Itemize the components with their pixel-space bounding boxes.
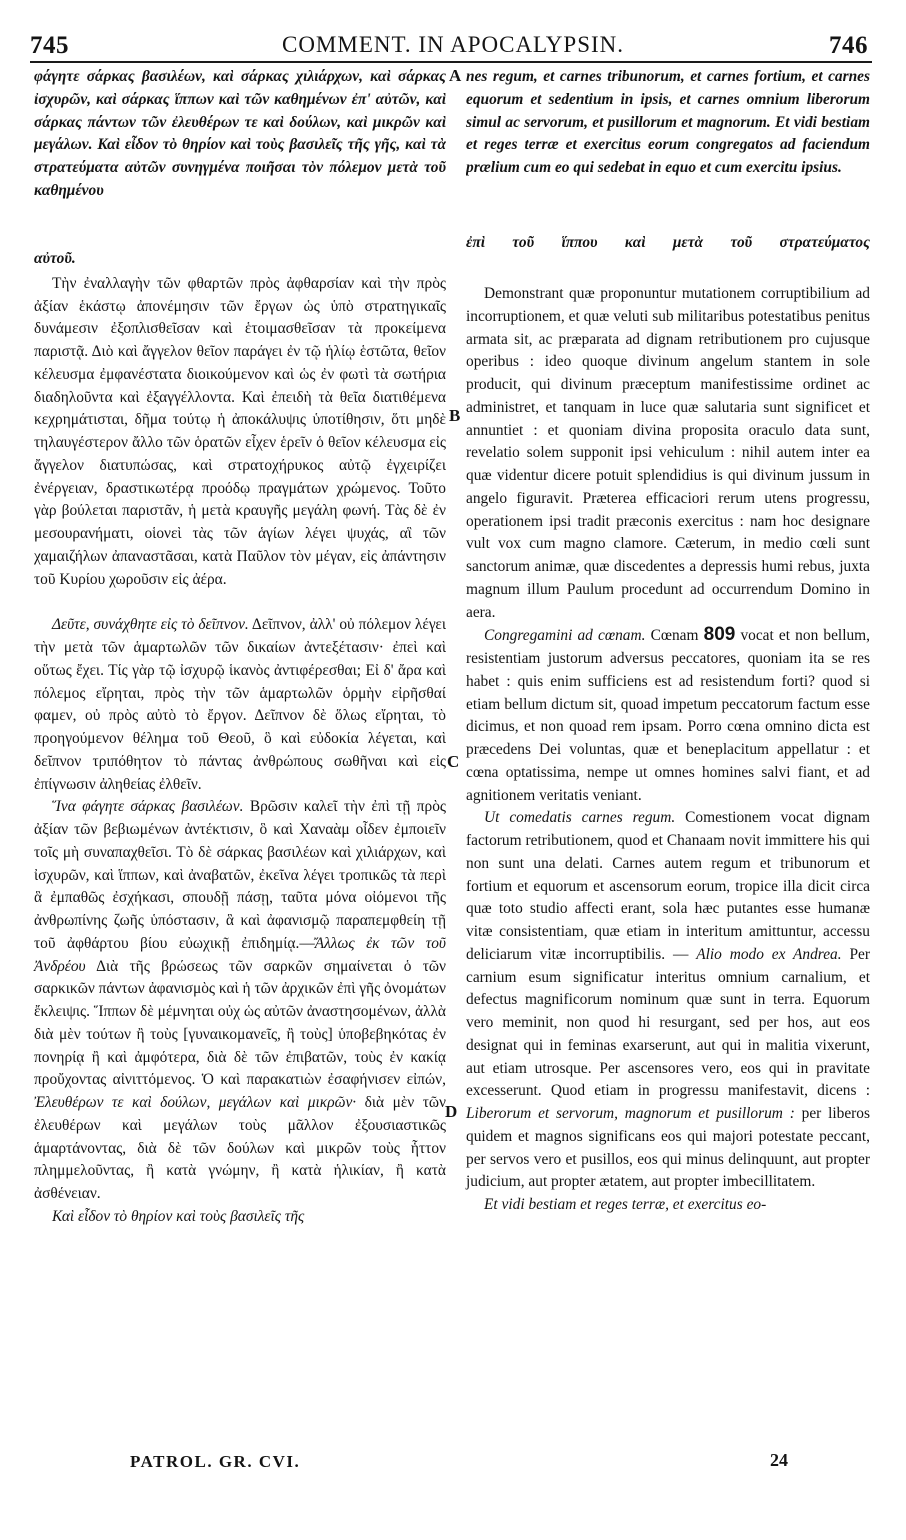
- header-rule: [30, 61, 872, 63]
- running-title: COMMENT. IN APOCALYPSIN.: [281, 32, 625, 57]
- latin-lemma-comedatis: Ut comedatis carnes regum.: [484, 809, 676, 827]
- latin-text-coenam-b: vocat et non bellum, resistentiam justorum adversus peccatores, quoniam ita se res habet : quis enim sufficiens est ad resistendum forti? quod si etiam bellum dictum sit, quoad impetum peccatorum factum esse dicimus, et non quoad rem ipsam. Porro cœna omnino dicta est præcedens Dei voluntas, quæ et beneplacitum appellatur : et cœna optatissima, nempe ut omnes homines salvi fiant, et ad agnitionem veritatis veniant.: [466, 627, 870, 804]
- margin-letter-a: A: [449, 66, 462, 85]
- greek-text-phagete-a: Βρῶσιν καλεῖ τὴν ἐπὶ τῇ πρὸς ἀξίαν τῶν βεβιωμένων ἀντέκτισιν, ὃ καὶ Χαναὰμ οἶδεν ἐμποιεῖν τοῖς μὴ συναπαχθεῖσι. Τὸ δὲ σάρκας βασιλέων καὶ χιλιάρχων, καὶ ἰσχυρῶν, καὶ ἵππων, καὶ ἀναβατῶν, ἐκεῖνα λέγει τροπικῶς τὰ περὶ ἃ ἐμπαθῶς ἐσχήκασι, σπουδῇ πάσῃ, ταῦτα μόνα οἰόμενοι τῆς ἀνθρωπίνης ζωῆς ὑπόστασιν, ἃ καὶ ἀφανισμῷ παραπεμφθείη τῇ τοῦ ἀφθάρτου βίου εὐωχικῇ ἐπιδημίᾳ.—: [34, 798, 446, 952]
- latin-source-andrea: Alio modo ex Andrea.: [696, 945, 842, 963]
- greek-next-lemma: Καὶ εἶδον τὸ θηρίον καὶ τοὺς βασιλεῖς τῆς: [52, 1207, 305, 1225]
- greek-text-phagete-c: διὰ μὲν τῶν ἐλευθέρων καὶ μεγάλων τοὺς μᾶλλον ἐξουσιαστικῶς ἁμαρτάνοντας, διὰ δὲ τῶν δούλων καὶ μικρῶν τοὺς ἧττον πλημμελοῦντας, ἢ κατὰ γνώμην, ἢ κατὰ ἡλικίαν, ἢ κατὰ ἀσθένειαν.: [34, 1094, 447, 1202]
- latin-column: [466, 66, 870, 1217]
- page-header: [0, 28, 906, 60]
- greek-commentary-1: Τὴν ἐναλλαγὴν τῶν φθαρτῶν πρὸς ἀφθαρσίαν καὶ τὴν πρὸς ἀξίαν ἑκάστῳ ἀπονέμησιν τῶν ἔργων ὡς ὑπὸ στρατηγικαῖς δυνάμεσιν ἐξοπλισθεῖσαν καὶ ἑτοιμασθεῖσαν τὰ προκείμενα παριστᾷ. Διὸ καὶ ἄγγελον θεῖον παράγει ἐν τῷ ἡλίῳ ἑστῶτα, θεῖον κέλευσμα ἐμφανέστατα διοικούμενον καὶ ὡς ἐν φωτὶ τὰ σωτήρια διαδηλοῦντα καὶ ἐξαγγέλλοντα. Καὶ ἐπειδὴ τὰ θεῖα διατιθέμενα κεχρημάτισται, δῆμα τούτῳ ἡ ἀποκάλυψις ὑποτίθησιν, ὅτι μηδὲ τηλαυγέστερον ἄλλο τῶν ὁρατῶν εἶχεν ἑρεῖν ὁ θεῖον κέλευσμα εἰς ἄγγελον διατυπώσας, καὶ στρατοχήρυκος αὐτῷ ἐγχειρίζει ἐνέργειαν, δραστικωτέρᾳ προόδῳ πραγμάτων χρώμενος. Τοῦτο γὰρ βούλεται παριστᾶν, ἡ μετὰ κραυγῆς μεγάλη φωνή. Τὰς δὲ ἐν μεσουρανήματι, οἱονεὶ τὰς τῶν ἁγίων λέγει ψυχάς, αἳ τῶν χαμαιζήλων ἀπαναστᾶσαι, κατὰ Παῦλον τὸν μέγαν, εἰς ἀπάντησιν τοῦ Κυρίου χωροῦσιν εἰς ἀέρα.: [34, 274, 446, 588]
- margin-letter-d: D: [445, 1102, 458, 1121]
- spacer: [466, 225, 870, 283]
- margin-letter-b: B: [449, 406, 461, 425]
- latin-lemma-congregamini: Congregamini ad cœnam.: [484, 627, 646, 645]
- latin-text-comedatis-b: Per carnium esum significatur interitus omnium carnalium, et defectus magnificorum nominum quæ sunt in terra. Equorum vero meminit, non quod hi resurgant, sed per hos, aut eos designat qui in feminas exarserunt, aut qui in malitia vixerunt, aut etiam utrosque. Per ascensores vero, eos qui in pravitate excesserunt. Quod etiam in progressu manifestavit, dicens :: [466, 945, 870, 1100]
- latin-quote-liberorum: Liberorum et servorum, magnorum et pusillorum :: [466, 1105, 795, 1122]
- latin-verse-lemma: nes regum, et carnes tribunorum, et carnes fortium, et carnes equorum et sedentium in ipsis, et carnes omnium liberorum simul ac servorum, et pusillorum et magnorum. Et vidi bestiam et reges terræ et exercitus eorum congregatos ad faciendum prælium cum eo qui sedebat in equo et cum exercitu ipsius.: [466, 68, 870, 176]
- greek-commentary-2: [34, 614, 446, 796]
- greek-lemma-phagete: Ἵνα φάγητε σάρκας βασιλέων.: [52, 798, 244, 816]
- greek-verse-lemma-end: αὐτοῦ.: [34, 250, 76, 267]
- latin-commentary-1: Demonstrant quæ proponuntur mutationem corruptibilium ad incorruptionem, et quæ veluti sub militaribus potestatibus penitus armata sit, ac præparata ad dignam retributionem pro cujusque operibus : ideo quoque divinum angelum stantem in sole producit, qui divinum præceptum manifestissime ordinet ac administret, et tanquam in luce quæ salutaria sunt significet et annuntiet : et quoniam divina proposita oraculo data sunt, revelatio solem supponit ipsi vehiculum : nihil autem inter ea quæ videntur dicere potuit splendidius is qui divinum jussum in angelo figuravit. Præterea efficaciori rerum utens progressu, operationem ipsi tradit præconis exercitus : nam hoc designare vult vox cum magno clamore. Cæterum, in medio cœli sunt sanctorum animæ, quæ discedentes a depressis humi rebus, juxta magnum illum Paulum procedunt ad occurrendum Domino in aera.: [466, 285, 870, 621]
- greek-column: [34, 66, 446, 1229]
- column-number: 809: [703, 624, 736, 646]
- right-page-number: 746: [829, 32, 868, 59]
- footer-signature: 24: [770, 1450, 788, 1470]
- greek-lemma-deipnon: Δεῦτε, συνάχθητε εἰς τὸ δεῖπνον.: [52, 616, 249, 634]
- latin-text-comedatis-c: per liberos quidem et magnos significans eos qui majori potestate peccant, per servos vero et pusillos, eos qui minus delinquunt, aut propter judicium, aut propter ætatem, aut propter imbecillitatem.: [466, 1105, 870, 1191]
- greek-commentary-3: [34, 796, 446, 1206]
- spacer: [34, 591, 446, 614]
- greek-verse-lemma: φάγητε σάρκας βασιλέων, καὶ σάρκας χιλιάρχων, καὶ σάρκας ἰσχυρῶν, καὶ σάρκας ἵππων καὶ τῶν καθημένων ἐπ' αὐτῶν, καὶ σάρκας πάντων τῶν ἐλευθέρων τε καὶ δούλων, καὶ μικρῶν καὶ μεγάλων. Καὶ εἶδον τὸ θηρίον καὶ τοὺς βασιλεῖς τῆς γῆς, καὶ τὰ στρατεύματα αὐτῶν συνηγμένα ποιῆσαι τὸν πόλεμον μετὰ τοῦ καθημένου: [34, 68, 446, 199]
- greek-spanning-line: ἐπὶ τοῦ ἵππου καὶ μετὰ τοῦ στρατεύματος: [466, 234, 870, 251]
- left-page-number: 745: [30, 32, 69, 59]
- latin-text-coenam: Cœnam: [645, 627, 704, 645]
- greek-quote-eleutheron: Ἐλευθέρων τε καὶ δούλων, μεγάλων καὶ μικρῶν·: [34, 1094, 357, 1111]
- latin-commentary-2: [466, 624, 870, 807]
- latin-next-lemma: Et vidi bestiam et reges terræ, et exercitus eo-: [484, 1196, 767, 1213]
- greek-text-deipnon: Δεῖπνον, ἀλλ' οὐ πόλεμον λέγει τὴν μετὰ τῶν ἁμαρτωλῶν τῶν δικαίων ἀντεξέτασιν· ἐπεὶ καὶ οὕτως ἔχει. Τίς γὰρ τῷ ἰσχυρῷ ἱκανὸς ἀντιφέρεσθαι; Εἰ δ' ἄρα καὶ πόλεμος εἴρηται, πρὸς τὴν τῶν ἁμαρτωλῶν ὁρμὴν εἰρῆσθαί φαμεν, οὐ πρὸς αὐτὸ τὸ ἔργον. Δεῖπνον δὲ ὅλως εἴρηται, τὸ προηγούμενον θέλημα τοῦ Θεοῦ, ὃ καὶ εὐδοκία λέγεται, καὶ δεῖπνον τριπόθητον τὸ πάντας ἀνθρώπους σωθῆναι καὶ εἰς ἐπίγνωσιν ἀληθείας ἐλθεῖν.: [34, 616, 446, 793]
- margin-letter-c: C: [447, 752, 460, 771]
- latin-text-comedatis-a: Comestionem vocat dignam factorum retributionem, quod et Chanaam novit immittere his qui non sunt una delati. Carnes autem regum et tribunorum et fortium et equorum et ascensorum eorum, tropice illa dicit circa quæ toto studio affecti erant, sola hæc putantes esse humanæ vitæ consistentiam, quæ etiam in interitum amittuntur, accessu deliciarum vitæ incorruptibilis. —: [466, 809, 870, 963]
- greek-text-phagete-b: Διὰ τῆς βρώσεως τῶν σαρκῶν σημαίνεται ὁ τῶν σαρκικῶν πάντων ἀφανισμὸς καὶ ἡ τῶν ἀρχικῶν ἐπὶ γῆς ὀνομάτων ἔκλειψις. Ἵππων δὲ μέμνηται οὐχ ὡς αὐτῶν ἀναστησομένων, ἀλλὰ διὰ μὲν τούτων ἢ τοὺς [γυναικομανεῖς, ἢ τοὺς] ὑποβεβηκότας ἐν πονηρίᾳ ἢ καὶ ἀμφότερα, διὰ δὲ τῶν ἐπιβατῶν, τοὺς ἐν κακίᾳ προὔχοντας αἰνιττόμενος. Ὁ καὶ παρακατιὼν ἐσαφήνισεν εἰπών,: [34, 957, 446, 1089]
- greek-source-andreas: Ἄλλως ἐκ τῶν τοῦ Ἀνδρέου: [34, 934, 446, 975]
- latin-commentary-3: [466, 807, 870, 1194]
- footer-volume: PATROL. GR. CVI.: [130, 1452, 301, 1471]
